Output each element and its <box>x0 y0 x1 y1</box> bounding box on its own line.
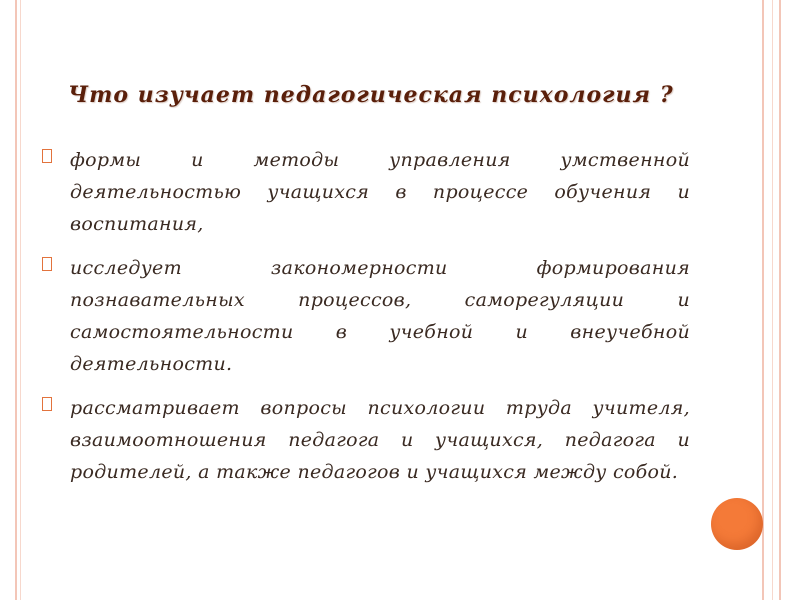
list-item-text: формы и методы управления умственной деятельностью учащихся в процессе обучения и воспитания, <box>70 149 690 235</box>
list-item <box>40 144 690 240</box>
list-item <box>40 252 690 380</box>
right-decorative-line-thin <box>772 0 773 600</box>
left-decorative-line-thin <box>20 0 21 600</box>
list-item-text: рассматривает вопросы психологии труда учителя, взаимоотношения педагога и учащихся, педагога и родителей, а также педагогов и учащихся между собой. <box>70 397 690 483</box>
slide-title: Что изучает педагогическая психология ? <box>68 82 674 108</box>
square-outline-bullet-icon <box>42 149 52 163</box>
list-item <box>40 392 690 488</box>
left-decorative-line <box>15 0 17 600</box>
orange-circle-decoration <box>711 498 763 550</box>
list-item-text: исследует закономерности формирования познавательных процессов, саморегуляции и самостоятельности в учебной и внеучебной деятельности. <box>70 257 690 375</box>
right-decorative-line-outer <box>779 0 781 600</box>
square-outline-bullet-icon <box>42 257 52 271</box>
square-outline-bullet-icon <box>42 397 52 411</box>
right-decorative-line <box>762 0 764 600</box>
bullet-list <box>40 144 690 500</box>
